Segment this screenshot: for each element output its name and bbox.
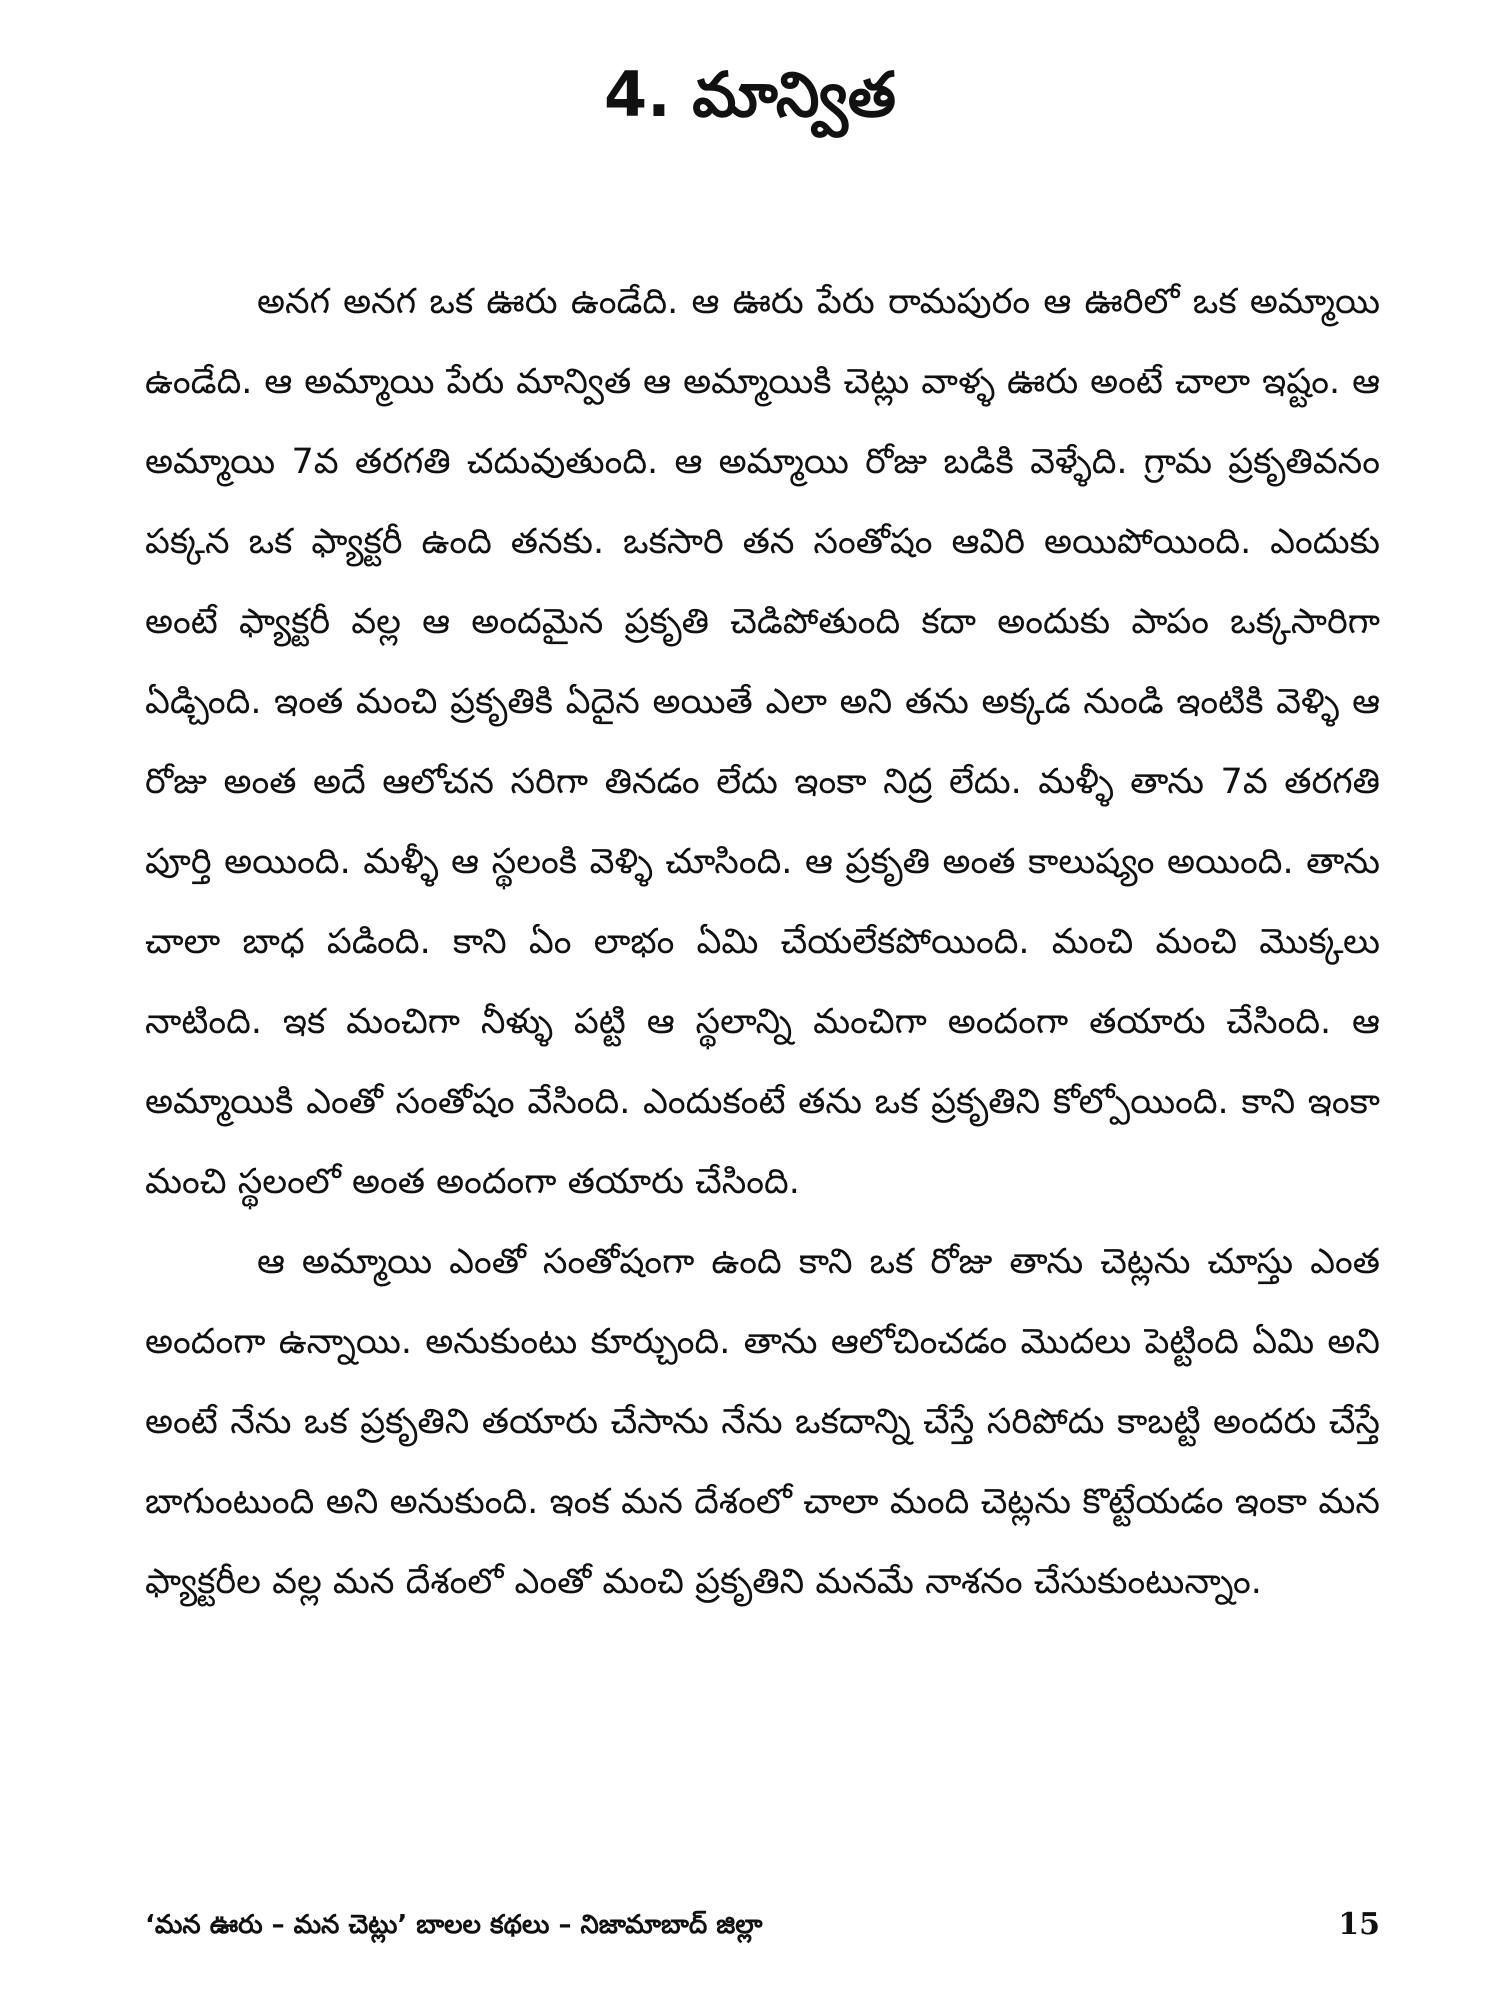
story-body — [145, 262, 1380, 1622]
story-paragraph-2: ఆ అమ్మాయి ఎంతో సంతోషంగా ఉంది కాని ఒక రోజు తాను చెట్లను చూస్తు ఎంత అందంగా ఉన్నాయి. అనుకుంటు కూర్చుంది. తాను ఆలోచించడం మొదలు పెట్టింది ఏమి అని అంటే నేను ఒక ప్రకృతిని తయారు చేసాను నేను ఒకదాన్ని చేస్తే సరిపోదు కాబట్టి అందరు చేస్తే బాగుంటుంది అని అనుకుంది. ఇంక మన దేశంలో చాలా మంది చెట్లను కొట్టేయడం ఇంకా మన ఫ్యాక్టరీల వల్ల మన దేశంలో ఎంతో మంచి ప్రకృతిని మనమే నాశనం చేసుకుంటున్నాం. — [145, 1242, 1380, 1602]
page-footer — [145, 1900, 1380, 1950]
story-title: 4. మాన్విత — [603, 58, 896, 131]
page-number: 15 — [1338, 1907, 1380, 1942]
footer-book-title: ‘మన ఊరు – మన చెట్లు’ బాలల కథలు – నిజామాబాద్ జిల్లా — [145, 1910, 763, 1940]
story-paragraph-1: అనగ అనగ ఒక ఊరు ఉండేది. ఆ ఊరు పేరు రామపురం ఆ ఊరిలో ఒక అమ్మాయి ఉండేది. ఆ అమ్మాయి పేరు మాన్విత ఆ అమ్మాయికి చెట్లు వాళ్ళ ఊరు అంటే చాలా ఇష్టం. ఆ అమ్మాయి 7వ తరగతి చదువుతుంది. ఆ అమ్మాయి రోజు బడికి వెళ్ళేది. గ్రామ ప్రకృతివనం పక్కన ఒక ఫ్యాక్టరీ ఉంది తనకు. ఒకసారి తన సంతోషం ఆవిరి అయిపోయింది. ఎందుకు అంటే ఫ్యాక్టరీ వల్ల ఆ అందమైన ప్రకృతి చెడిపోతుంది కదా అందుకు పాపం ఒక్కసారిగా ఏడ్చింది. ఇంత మంచి ప్రకృతికి ఏదైన అయితే ఎలా అని తను అక్కడ నుండి ఇంటికి వెళ్ళి ఆ రోజు అంత అదే ఆలోచన సరిగా తినడం లేదు ఇంకా నిద్ర లేదు. మళ్ళీ తాను 7వ తరగతి పూర్తి అయింది. మళ్ళీ ఆ స్థలంకి వెళ్ళి చూసింది. ఆ ప్రకృతి అంత కాలుష్యం అయింది. తాను చాలా బాధ పడింది. కాని ఏం లాభం ఏమి చేయలేకపోయింది. మంచి మంచి మొక్కలు నాటింది. ఇక మంచిగా నీళ్ళు పట్టి ఆ స్థలాన్ని మంచిగా అందంగా తయారు చేసింది. ఆ అమ్మాయికి ఎంతో సంతోషం వేసింది. ఎందుకంటే తను ఒక ప్రకృతిని కోల్పోయింది. కాని ఇంకా మంచి స్థలంలో అంత అందంగా తయారు చేసింది. — [145, 282, 1380, 1202]
